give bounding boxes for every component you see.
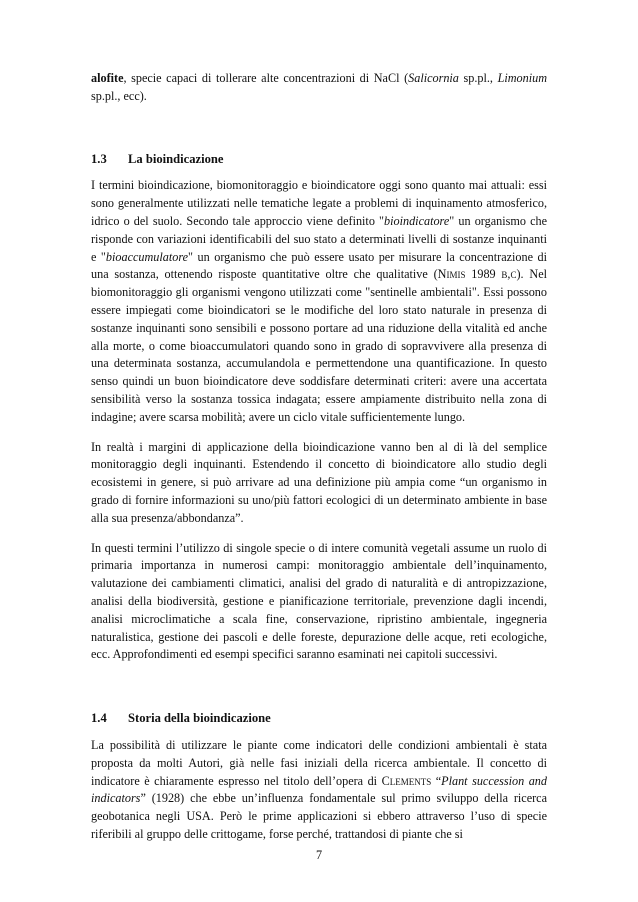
intro-text: , specie capaci di tollerare alte concentrazioni di NaCl ( [123,71,409,85]
intro-term-alofite: alofite [91,71,124,85]
species-limonium: Limonium [497,71,547,85]
section-title: La bioindicazione [128,151,224,166]
intro-paragraph [91,70,547,106]
citation-clements: Clements [381,773,432,788]
intro-text: sp.pl., [458,71,498,85]
book-title: Plant succession and indicators [91,773,547,806]
paragraph-text: “ [431,773,442,788]
species-salicornia: Salicornia [408,71,459,85]
paragraph [91,177,547,426]
section-title: Storia della bioindicazione [128,711,271,726]
term-bioaccumulatore: bioaccumulatore [105,249,189,264]
paragraph: In realtà i margini di applicazione della bioindicazione vanno ben al di là del semplice monitoraggio degli inquinanti. Estendendo il concetto di bioindicatore allo studio degli ecosistemi in genere, si può arrivare ad una definizione più ampia come “un organismo in grado di fornire informazioni su uno/più fattori ecologici di un determinato ambiente in base alla sua presenza/abbondanza”. [91,439,547,525]
term-bioindicatore: bioindicatore [384,213,450,228]
document-page [91,70,547,844]
section-number: 1.3 [91,151,107,166]
section-heading-1-4 [91,710,547,728]
paragraph-text: " un organismo che può essere usato per misurare la concentrazione di una sostanza, ottenendo risposte quantitative oltre che qualitative ( [91,249,547,282]
paragraph-text: ” (1928) che ebbe un’influenza fondamentale sul primo sviluppo della ricerca geobotanica negli USA. Però le prime applicazioni si ebbero attraverso l’uso di specie riferibili al gruppo delle crittogame, forse perché, trattandosi di piante che si [91,791,547,841]
section-number: 1.4 [91,711,107,726]
paragraph [91,737,547,844]
paragraph-text: " un organismo che risponde con variazioni identificabili del suo stato a determinati livelli di sostanze inquinanti e " [91,213,547,264]
intro-text: sp.pl., ecc). [91,88,147,103]
citation-nimis: Nimis 1989 b,c [437,267,517,282]
paragraph-text: I termini bioindicazione, biomonitoraggio e bioindicatore oggi sono quanto mai attuali: essi sono generalmente utilizzati nelle tematiche legate a problemi di inquinamento atmosferico, idrico o del suolo. Secondo tale approccio viene definito " [91,178,547,228]
paragraph-text: La possibilità di utilizzare le piante come indicatori delle condizioni ambientali è stata proposta da molti Autori, già nelle fasi iniziali della ricerca ambientale. Il concetto di indicatore è chiaramente espresso nel titolo dell’opera di [91,737,547,788]
section-heading-1-3 [91,151,547,169]
paragraph: In questi termini l’utilizzo di singole specie o di intere comunità vegetali assume un ruolo di primaria importanza in numerosi campi: monitoraggio ambientale dell’inquinamento, valutazione dei cambiamenti climatici, analisi del grado di naturalità e di antropizzazione, analisi della biodiversità, gestione e pianificazione territoriale, prevenzione dagli incendi, analisi microclimatiche a scala fine, conservazione, ripristino ambientale, ingegneria naturalistica, gestione dei pascoli e delle foreste, depurazione delle acque, reti ecologiche, ecc. Approfondimenti ed esempi specifici saranno esaminati nei capitoli successivi. [91,540,547,662]
paragraph-text: ). Nel biomonitoraggio gli organismi vengono utilizzati come "sentinelle ambientali". Essi possono essere impiegati come bioindicatori se le modifiche del loro stato naturale in presenza di sostanze inquinanti sono sensibili e possono portare ad una riduzione della vitalità ed anche alla morte, o come bioaccumulatori quando sono in grado di sopravvivere alla presenza di una determinata sostanza, accumulandola e permettendone una quantificazione. In questo senso quindi un buon bioindicatore deve soddisfare determinati criteri: avere una accertata sensibilità verso la sostanza tossica indagata; essere ampiamente distribuito nella zona di indagine; avere scarsa mobilità; avere un ciclo vitale sufficientemente lungo. [91,267,548,424]
page-number: 7 [315,848,323,862]
